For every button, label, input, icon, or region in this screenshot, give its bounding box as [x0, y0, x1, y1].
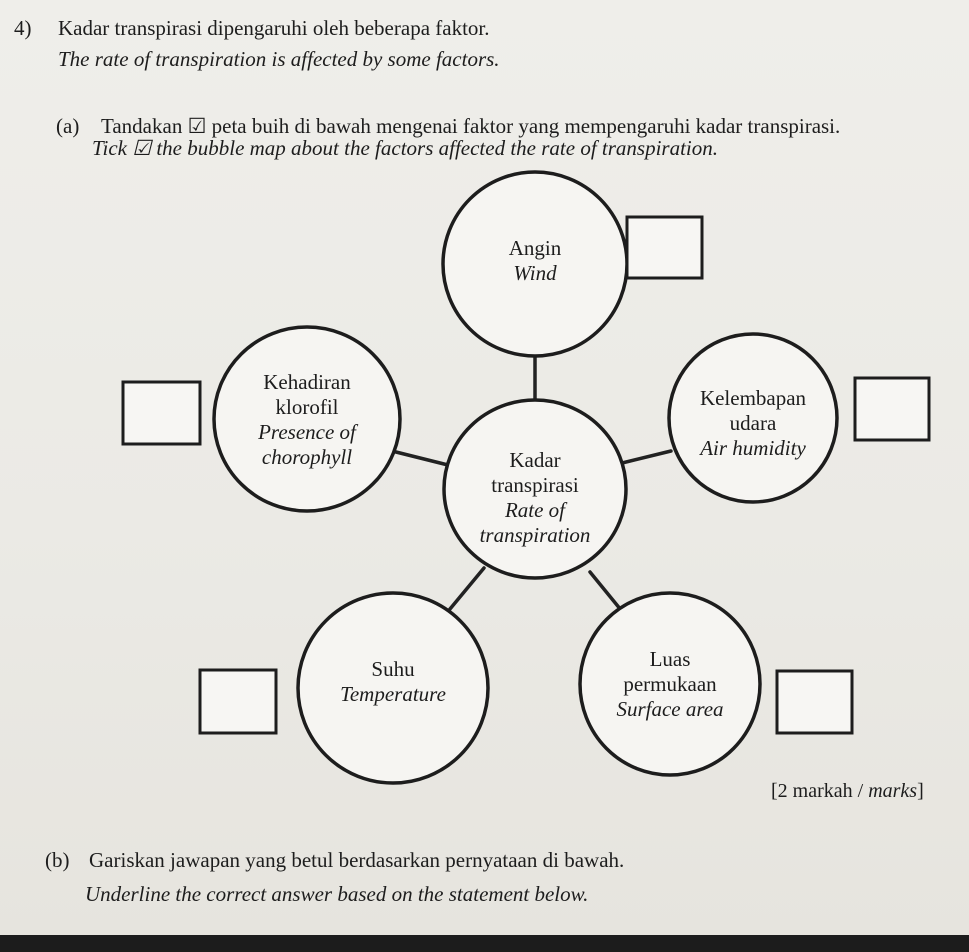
center-label-malay-1: Kadar	[509, 448, 561, 472]
tick-box-wind[interactable]	[627, 217, 702, 278]
part-a-instruction-malay: Tandakan ☑ peta buih di bawah mengenai faktor yang mempengaruhi kadar transpirasi.	[101, 114, 841, 138]
chlorophyll-label-malay-2: klorofil	[275, 395, 339, 419]
humidity-label-malay-1: Kelembapan	[699, 386, 807, 410]
surface-area-label-english: Surface area	[616, 697, 724, 721]
wind-label-english: Wind	[513, 261, 557, 285]
chlorophyll-label-malay-1: Kehadiran	[263, 370, 351, 394]
humidity-label-malay-2: udara	[729, 411, 777, 435]
connector-surface-area	[590, 572, 621, 610]
part-a-instruction-english: Tick ☑ the bubble map about the factors affected the rate of transpiration.	[92, 136, 719, 160]
connector-temperature	[445, 568, 484, 615]
question-number: 4)	[14, 16, 32, 40]
temperature-label-malay: Suhu	[371, 657, 415, 681]
temperature-label-english: Temperature	[340, 682, 446, 706]
center-label-english-2: transpiration	[479, 523, 591, 547]
question-intro-english: The rate of transpiration is affected by some factors.	[58, 47, 500, 71]
surface-area-text	[590, 647, 750, 722]
chlorophyll-label-english-1: Presence of	[258, 420, 356, 444]
marks-label	[771, 781, 924, 801]
chlorophyll-label-english-2: chorophyll	[261, 445, 353, 469]
part-b-instruction-malay: Gariskan jawapan yang betul berdasarkan pernyataan di bawah.	[89, 848, 625, 872]
marks-suffix: ]	[917, 780, 924, 802]
part-a-label: (a)	[56, 114, 80, 138]
center-label-malay-2: transpirasi	[491, 473, 579, 497]
tick-box-humidity[interactable]	[855, 378, 929, 440]
center-text	[455, 448, 615, 548]
connector-chlorophyll	[388, 450, 452, 466]
part-b-instruction-english: Underline the correct answer based on the statement below.	[85, 882, 589, 906]
wind-label-malay: Angin	[508, 236, 562, 260]
part-b-label: (b)	[45, 848, 70, 872]
page-edge-shadow	[0, 935, 969, 952]
surface-area-label-malay-2: permukaan	[623, 672, 717, 696]
chlorophyll-text	[222, 370, 392, 470]
question-intro-malay: Kadar transpirasi dipengaruhi oleh beberapa faktor.	[58, 16, 490, 40]
wind-text	[455, 236, 615, 286]
humidity-label-english: Air humidity	[700, 436, 806, 460]
tick-box-surface-area[interactable]	[777, 671, 852, 733]
center-label-english-1: Rate of	[504, 498, 566, 522]
humidity-text	[673, 386, 833, 461]
marks-italic: marks	[868, 780, 918, 802]
tick-box-temperature[interactable]	[200, 670, 276, 733]
surface-area-label-malay-1: Luas	[649, 647, 691, 671]
marks-prefix: [2 markah /	[771, 780, 869, 802]
temperature-text	[313, 657, 473, 707]
tick-box-chlorophyll[interactable]	[123, 382, 200, 444]
